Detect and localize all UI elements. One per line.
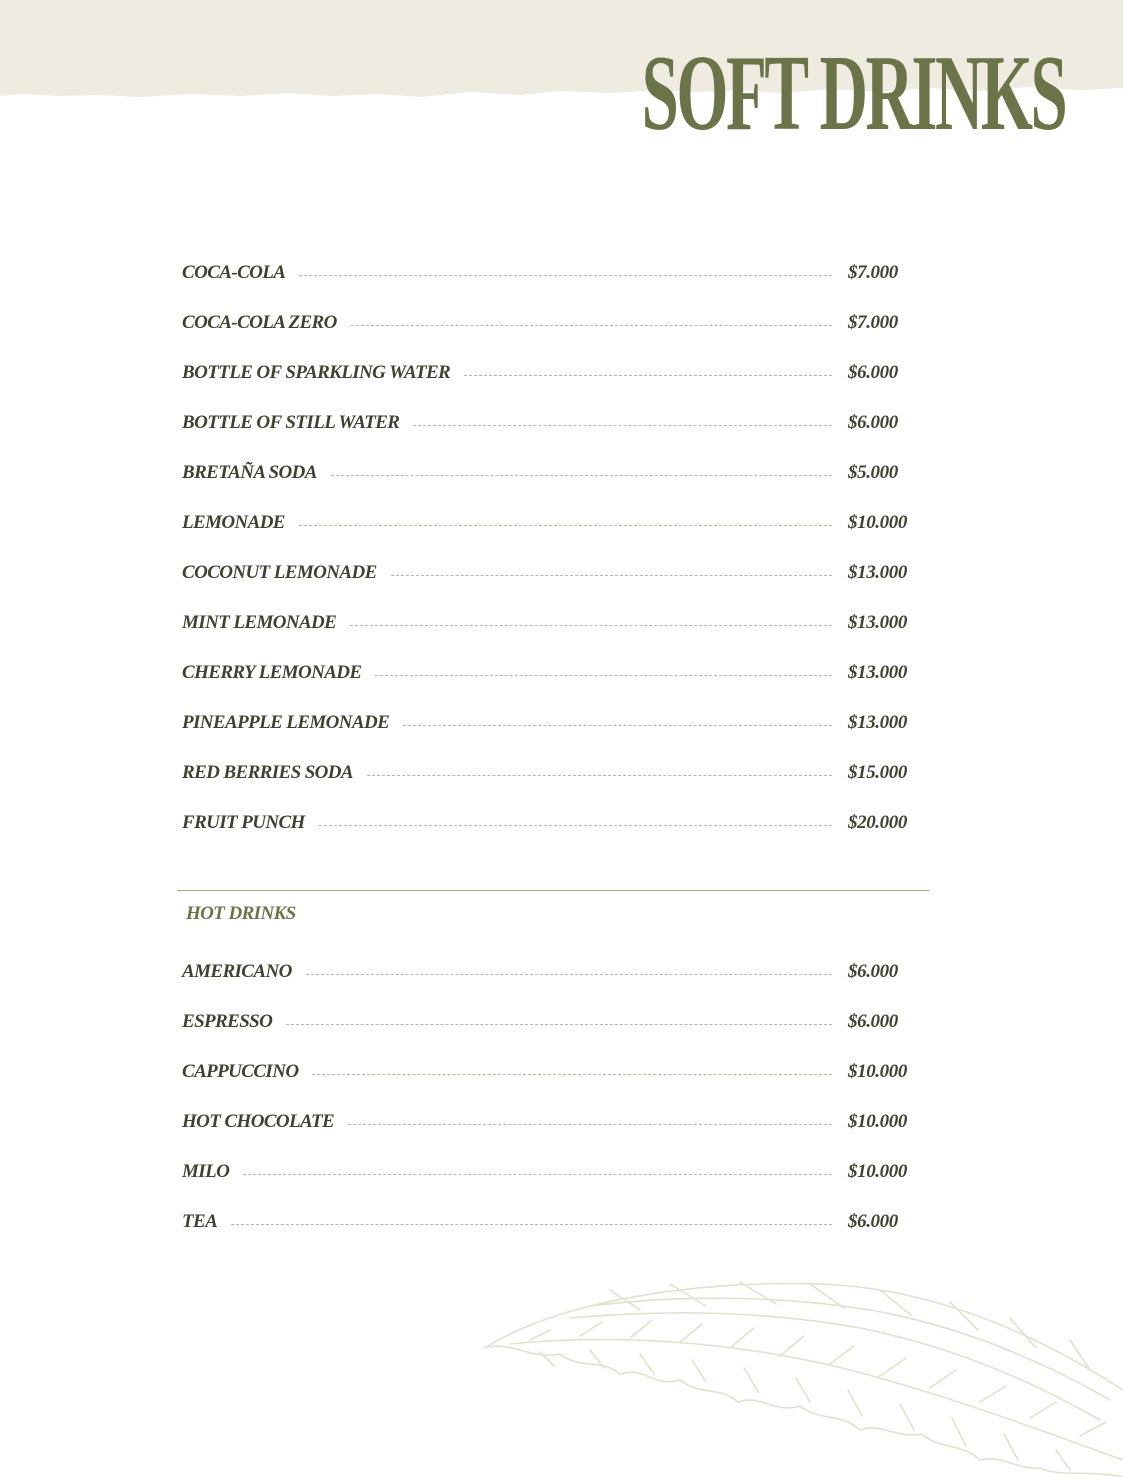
- dotted-leader: [299, 275, 832, 276]
- menu-item: [182, 1211, 922, 1261]
- item-price: $5.000: [848, 462, 898, 483]
- item-price: $6.000: [848, 1211, 898, 1232]
- item-name: COCA-COLA ZERO: [182, 312, 337, 333]
- menu-item: [182, 412, 922, 462]
- item-name: COCA-COLA: [182, 262, 286, 283]
- item-price: $6.000: [848, 412, 898, 433]
- item-price: $10.000: [848, 1111, 907, 1132]
- dotted-leader: [243, 1174, 832, 1175]
- item-name: BRETAÑA SODA: [182, 462, 317, 483]
- dotted-leader: [312, 1074, 832, 1075]
- item-name: COCONUT LEMONADE: [182, 562, 377, 583]
- dotted-leader: [375, 675, 832, 676]
- item-price: $10.000: [848, 1061, 907, 1082]
- soft-drinks-list: [182, 262, 922, 862]
- menu-item: [182, 662, 922, 712]
- item-price: $10.000: [848, 512, 907, 533]
- menu-item: [182, 762, 922, 812]
- menu-item: [182, 1061, 922, 1111]
- item-name: FRUIT PUNCH: [182, 812, 305, 833]
- item-price: $15.000: [848, 762, 907, 783]
- item-price: $13.000: [848, 662, 907, 683]
- dotted-leader: [286, 1024, 832, 1025]
- menu-item: [182, 612, 922, 662]
- menu-item: [182, 961, 922, 1011]
- dotted-leader: [464, 375, 832, 376]
- menu-item: [182, 1161, 922, 1211]
- dotted-leader: [306, 974, 832, 975]
- item-price: $6.000: [848, 362, 898, 383]
- dotted-leader: [319, 825, 832, 826]
- dotted-leader: [367, 775, 832, 776]
- menu-item: [182, 462, 922, 512]
- dotted-leader: [351, 325, 832, 326]
- item-price: $6.000: [848, 961, 898, 982]
- menu-item: [182, 312, 922, 362]
- item-name: BOTTLE OF STILL WATER: [182, 412, 400, 433]
- page-title: SOFT DRINKS: [641, 34, 1065, 153]
- menu-item: [182, 712, 922, 762]
- dotted-leader: [391, 575, 832, 576]
- menu-item: [182, 562, 922, 612]
- menu-item: [182, 512, 922, 562]
- item-name: BOTTLE OF SPARKLING WATER: [182, 362, 451, 383]
- dotted-leader: [350, 625, 832, 626]
- menu-item: [182, 812, 922, 862]
- dotted-leader: [299, 525, 832, 526]
- item-name: AMERICANO: [182, 961, 292, 982]
- section-divider: [177, 890, 929, 891]
- banana-leaf-illustration: [470, 1270, 1123, 1477]
- dotted-leader: [403, 725, 832, 726]
- item-price: $13.000: [848, 612, 907, 633]
- hot-drinks-list: [182, 961, 922, 1261]
- item-name: MILO: [182, 1161, 230, 1182]
- item-price: $13.000: [848, 562, 907, 583]
- menu-item: [182, 1111, 922, 1161]
- item-price: $6.000: [848, 1011, 898, 1032]
- item-price: $10.000: [848, 1161, 907, 1182]
- menu-item: [182, 262, 922, 312]
- item-name: CAPPUCCINO: [182, 1061, 299, 1082]
- menu-item: [182, 1011, 922, 1061]
- menu-item: [182, 362, 922, 412]
- section-heading-hot-drinks: HOT DRINKS: [186, 903, 296, 924]
- dotted-leader: [231, 1224, 832, 1225]
- item-name: LEMONADE: [182, 512, 285, 533]
- item-name: MINT LEMONADE: [182, 612, 337, 633]
- item-name: HOT CHOCOLATE: [182, 1111, 335, 1132]
- item-name: CHERRY LEMONADE: [182, 662, 362, 683]
- item-name: RED BERRIES SODA: [182, 762, 353, 783]
- dotted-leader: [331, 475, 832, 476]
- item-name: TEA: [182, 1211, 218, 1232]
- item-price: $13.000: [848, 712, 907, 733]
- item-price: $7.000: [848, 262, 898, 283]
- item-name: PINEAPPLE LEMONADE: [182, 712, 390, 733]
- item-name: ESPRESSO: [182, 1011, 273, 1032]
- dotted-leader: [348, 1124, 832, 1125]
- item-price: $7.000: [848, 312, 898, 333]
- item-price: $20.000: [848, 812, 907, 833]
- dotted-leader: [413, 425, 832, 426]
